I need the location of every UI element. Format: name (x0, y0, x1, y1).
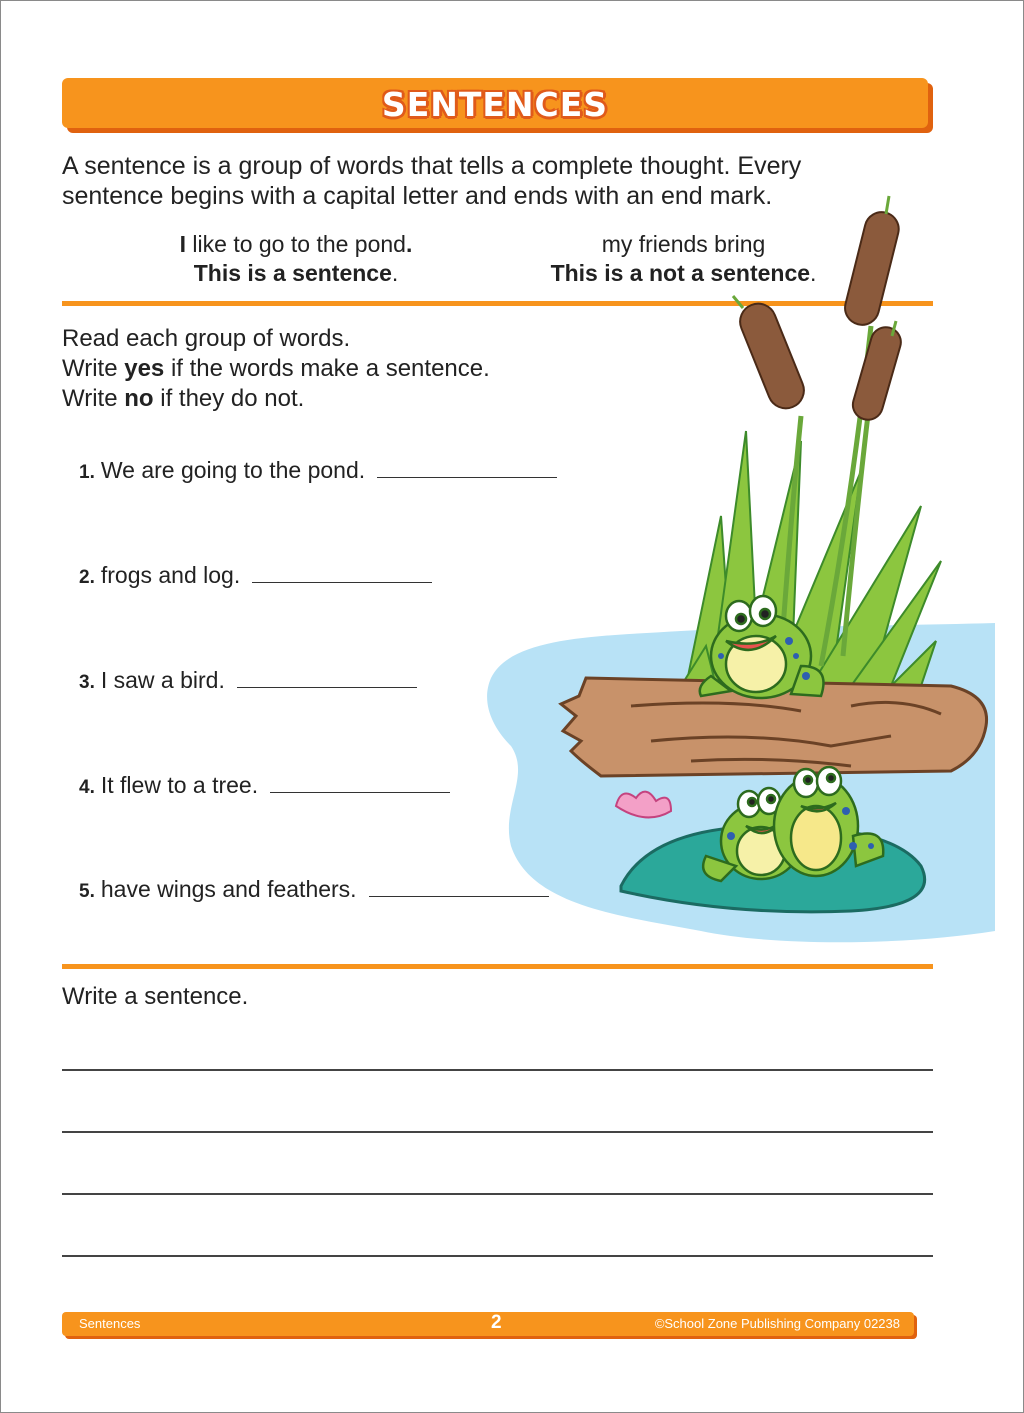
example-non-sentence-text: my friends bring (601, 231, 766, 257)
footer-bar (62, 1312, 914, 1336)
instruction-text: if they do not. (153, 385, 305, 412)
sentence-label: This is a sentence (193, 260, 392, 286)
item-text: frogs and log. (100, 562, 241, 588)
label-period: . (391, 260, 399, 286)
page-title: SENTENCES (381, 85, 609, 124)
item-number: 4. (79, 777, 95, 798)
item-text: We are going to the pond. (100, 457, 366, 483)
non-sentence-label: This is a not a sentence (550, 260, 811, 286)
answer-blank[interactable] (270, 774, 450, 793)
item-number: 5. (79, 881, 95, 902)
title-banner (62, 78, 928, 128)
item-text: have wings and feathers. (100, 876, 357, 902)
cattail-icon (735, 209, 905, 424)
item-text: I saw a bird. (100, 667, 225, 693)
footer-copyright: ©School Zone Publishing Company 02238 (654, 1316, 900, 1331)
yes-keyword: yes (124, 355, 165, 382)
instruction-line-3 (62, 384, 490, 414)
writing-line[interactable] (62, 1255, 933, 1257)
instruction-line-1: Read each group of words. (62, 325, 351, 352)
answer-blank[interactable] (369, 878, 549, 897)
page-number: 2 (491, 1312, 502, 1333)
capital-letter: I (179, 231, 187, 257)
instruction-text: Write (62, 385, 125, 412)
list-item (79, 874, 549, 907)
pond-illustration (471, 186, 995, 951)
end-mark: . (405, 231, 413, 257)
instruction-text: if the words make a sentence. (164, 355, 490, 382)
instruction-line-2 (62, 354, 490, 384)
instruction-text: Write (62, 355, 125, 382)
intro-line-2: sentence begins with a capital letter and ends with an end mark. (62, 182, 773, 210)
example-sentence (156, 230, 436, 288)
no-keyword: no (124, 385, 154, 412)
answer-blank[interactable] (252, 564, 432, 583)
item-number: 1. (79, 462, 95, 483)
writing-line[interactable] (62, 1193, 933, 1195)
footer-section-name: Sentences (79, 1316, 141, 1331)
writing-line[interactable] (62, 1069, 933, 1071)
list-item (79, 665, 417, 698)
answer-blank[interactable] (377, 459, 557, 478)
example-sentence-text (156, 230, 436, 259)
instructions (62, 324, 490, 414)
example-sentence-body: like to go to the pond (186, 231, 406, 257)
item-number: 3. (79, 672, 95, 693)
writing-line[interactable] (62, 1131, 933, 1133)
list-item (79, 455, 557, 488)
intro-line-1: A sentence is a group of words that tells a complete thought. Every (62, 152, 802, 180)
list-item (79, 560, 432, 593)
write-prompt: Write a sentence. (62, 983, 249, 1010)
item-text: It flew to a tree. (100, 772, 259, 798)
answer-blank[interactable] (237, 669, 417, 688)
label-period: . (810, 260, 817, 286)
divider-bottom (62, 964, 933, 969)
example-sentence-label (156, 259, 436, 288)
list-item (79, 770, 450, 803)
item-number: 2. (79, 567, 95, 588)
